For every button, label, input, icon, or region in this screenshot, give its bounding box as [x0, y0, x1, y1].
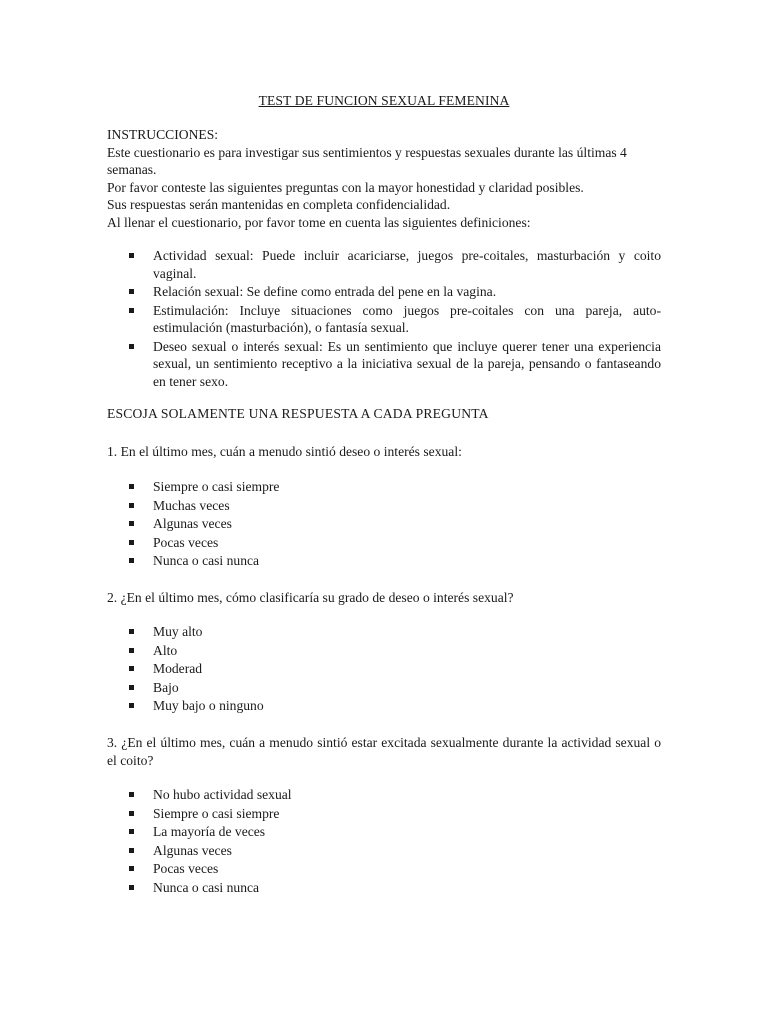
square-bullet-icon — [129, 866, 134, 871]
definition-item: Actividad sexual: Puede incluir acariciarse, juegos pre-coitales, masturbación y coito vaginal. — [107, 247, 661, 282]
instructions-line-3: Sus respuestas serán mantenidas en completa confidencialidad. — [107, 197, 451, 212]
answer-option[interactable]: La mayoría de veces — [107, 823, 661, 841]
square-bullet-icon — [129, 703, 134, 708]
square-bullet-icon — [129, 629, 134, 634]
answer-option[interactable]: Bajo — [107, 679, 661, 697]
answer-option[interactable]: Algunas veces — [107, 515, 661, 533]
instructions-line-4: Al llenar el cuestionario, por favor tome en cuenta las siguientes definiciones: — [107, 214, 531, 230]
answer-option[interactable]: Moderad — [107, 660, 661, 678]
answer-option[interactable]: Alto — [107, 642, 661, 660]
instructions-line-2: Por favor conteste las siguientes preguntas con la mayor honestidad y claridad posibles. — [107, 179, 584, 195]
answer-option[interactable]: No hubo actividad sexual — [107, 786, 661, 804]
square-bullet-icon — [129, 484, 134, 489]
answer-option[interactable]: Nunca o casi nunca — [107, 552, 661, 570]
question-3: 3. ¿En el último mes, cuán a menudo sintió estar excitada sexualmente durante la actividad sexual o el coito? — [107, 735, 661, 768]
square-bullet-icon — [129, 685, 134, 690]
answer-option[interactable]: Pocas veces — [107, 860, 661, 878]
instructions-heading: INSTRUCCIONES: — [107, 127, 219, 142]
answer-option[interactable]: Nunca o casi nunca — [107, 879, 661, 897]
square-bullet-icon — [129, 666, 134, 671]
square-bullet-icon — [129, 648, 134, 653]
square-bullet-icon — [129, 792, 134, 797]
square-bullet-icon — [129, 829, 134, 834]
answer-option[interactable]: Siempre o casi siempre — [107, 805, 661, 823]
square-bullet-icon — [129, 558, 134, 563]
answer-option[interactable]: Pocas veces — [107, 534, 661, 552]
question-1: 1. En el último mes, cuán a menudo sintió deseo o interés sexual: — [107, 444, 462, 459]
square-bullet-icon — [129, 521, 134, 526]
answer-option[interactable]: Muy alto — [107, 623, 661, 641]
answer-option[interactable]: Muy bajo o ninguno — [107, 697, 661, 715]
definition-item: Estimulación: Incluye situaciones como juegos pre-coitales con una pareja, auto-estimulación (masturbación), o fantasía sexual. — [107, 302, 661, 337]
square-bullet-icon — [129, 308, 134, 313]
document-title: TEST DE FUNCION SEXUAL FEMENINA — [258, 93, 510, 108]
question-2: 2. ¿En el último mes, cómo clasificaría su grado de deseo o interés sexual? — [107, 590, 514, 605]
definition-item: Deseo sexual o interés sexual: Es un sentimiento que incluye querer tener una experiencia sexual, un sentimiento receptivo a la iniciativa sexual de la pareja, pensando o fantaseando en tener sexo. — [107, 338, 661, 391]
square-bullet-icon — [129, 344, 134, 349]
instructions-block — [107, 126, 661, 231]
square-bullet-icon — [129, 503, 134, 508]
answer-option[interactable]: Muchas veces — [107, 497, 661, 515]
square-bullet-icon — [129, 253, 134, 258]
square-bullet-icon — [129, 885, 134, 890]
choose-one-heading: ESCOJA SOLAMENTE UNA RESPUESTA A CADA PREGUNTA — [107, 406, 489, 421]
question-3-options — [107, 786, 661, 897]
definitions-list — [107, 247, 661, 391]
square-bullet-icon — [129, 289, 134, 294]
question-2-options — [107, 623, 661, 716]
answer-option[interactable]: Siempre o casi siempre — [107, 478, 661, 496]
square-bullet-icon — [129, 811, 134, 816]
square-bullet-icon — [129, 540, 134, 545]
instructions-line-1: Este cuestionario es para investigar sus sentimientos y respuestas sexuales durante las últimas 4 semanas. — [107, 144, 627, 177]
question-1-options — [107, 478, 661, 571]
definition-item: Relación sexual: Se define como entrada del pene en la vagina. — [107, 283, 661, 301]
square-bullet-icon — [129, 848, 134, 853]
answer-option[interactable]: Algunas veces — [107, 842, 661, 860]
